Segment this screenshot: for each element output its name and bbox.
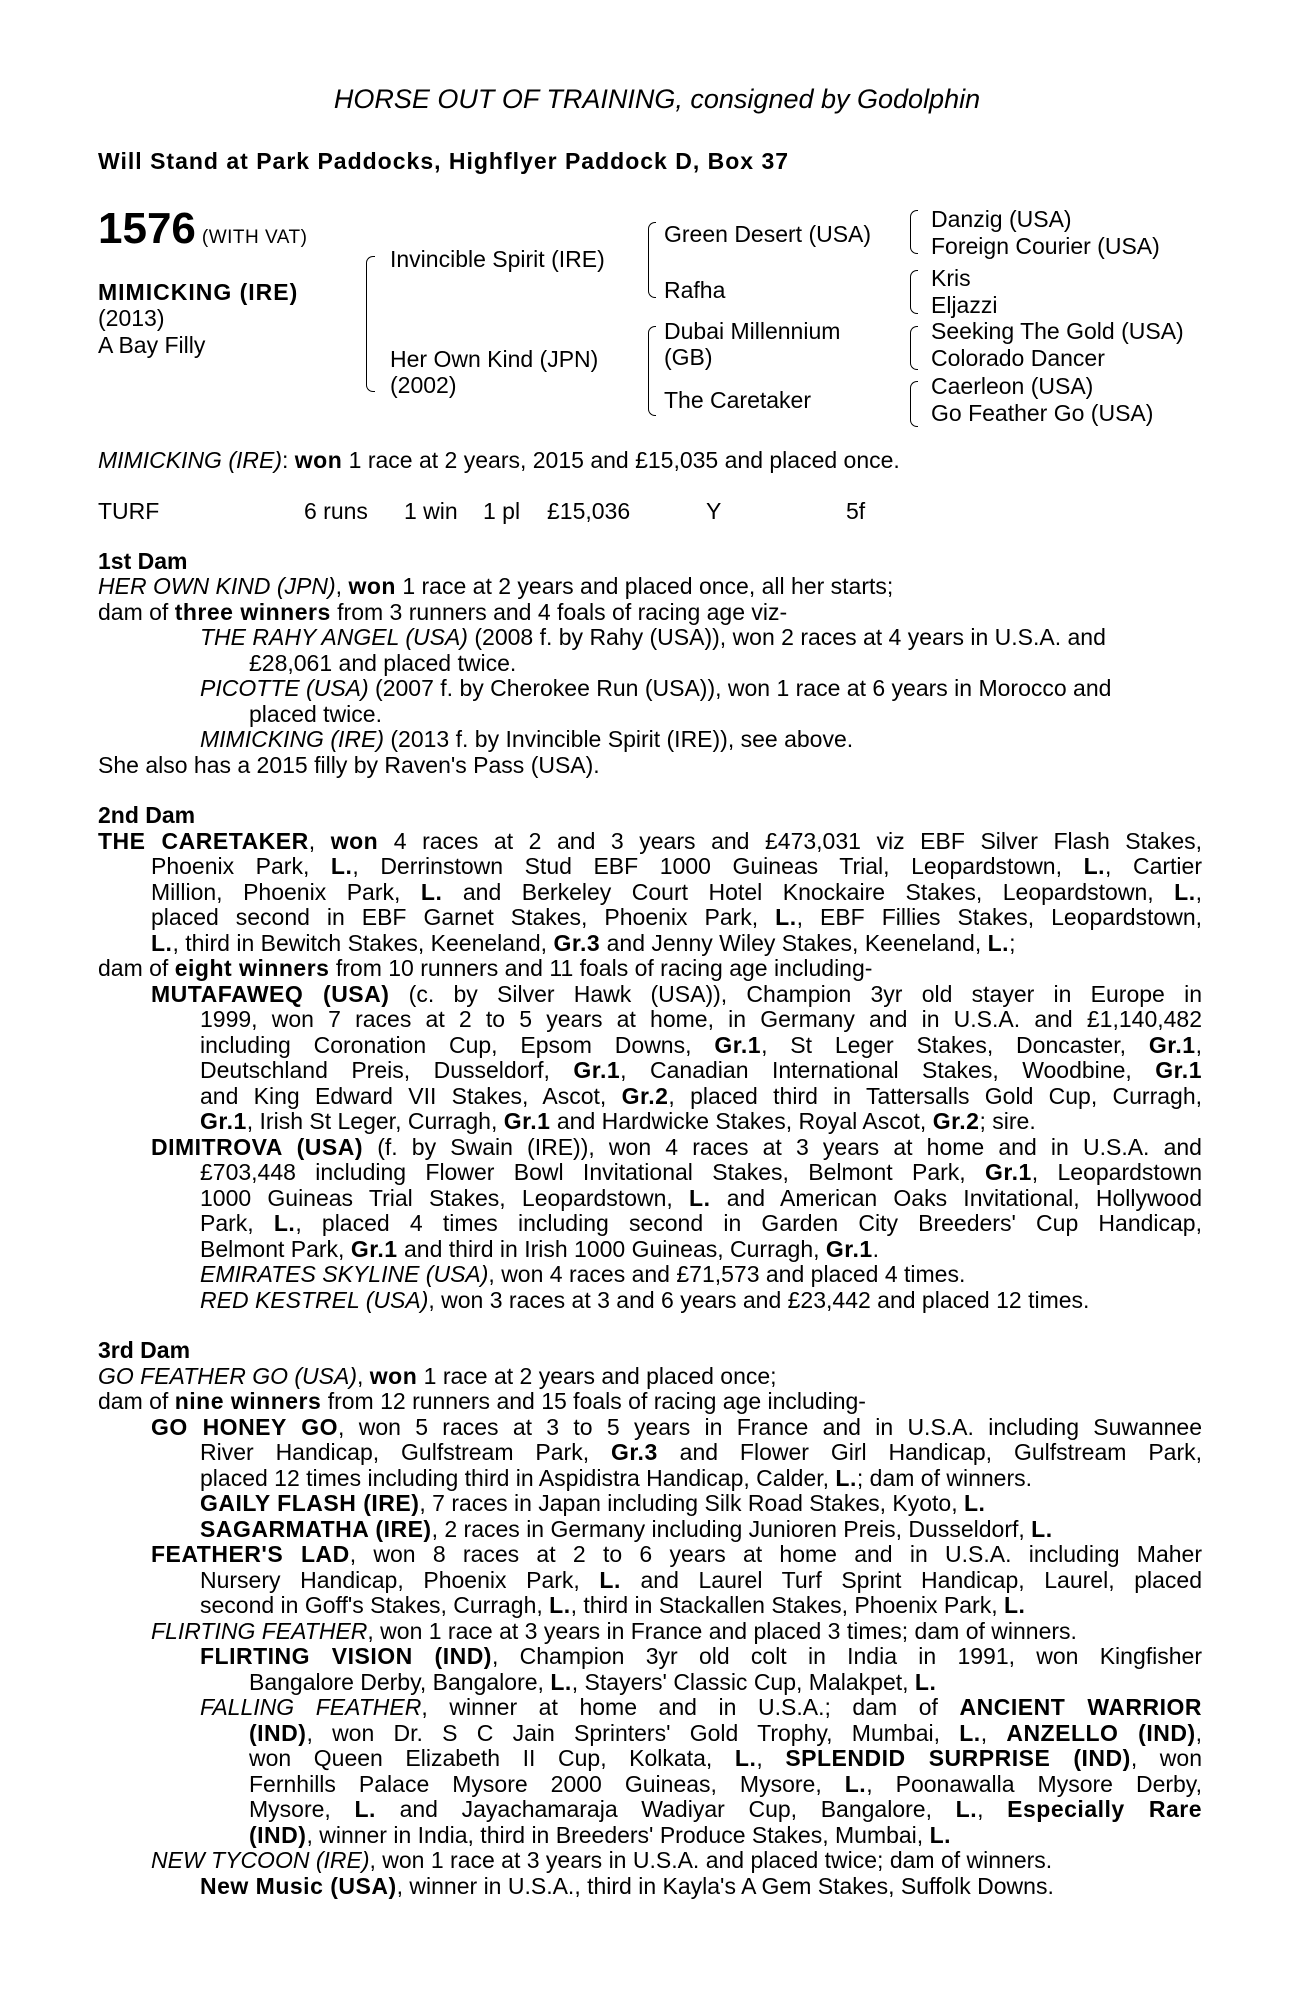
pedigree-g6: Colorado Dancer [931,345,1105,371]
progeny-line: New Music (USA), winner in U.S.A., third in Kayla's A Gem Stakes, Suffolk Downs. [200,1872,1054,1899]
section-heading-2nd-dam: 2nd Dam [98,802,196,828]
progeny-line: and King Edward VII Stakes, Ascot, Gr.2, placed third in Tattersalls Gold Cup, Curragh, [200,1082,1203,1109]
progeny-line: FLIRTING VISION (IND), Champion 3yr old colt in India in 1991, won Kingfisher [200,1643,1202,1669]
pedigree-g3: Kris [931,265,971,291]
progeny-line: £703,448 including Flower Bowl Invitational Stakes, Belmont Park, Gr.1, Leopardstown [200,1159,1203,1185]
horse-foaling-year: (2013) [98,305,165,331]
pedigree-dam-dam: The Caretaker [664,387,812,413]
racing-record-row [98,499,1202,529]
record-surface: TURF [98,497,160,524]
progeny-line: including Coronation Cup, Epsom Downs, Gr.1, St Leger Stakes, Doncaster, Gr.1, [200,1031,1202,1058]
dam1-line: PICOTTE (USA) (2007 f. by Cherokee Run (USA)), won 1 race at 6 years in Morocco and [200,675,1112,701]
record-flag: Y [706,497,722,524]
record-wins: 1 win [404,497,458,524]
pedigree-dam: Her Own Kind (JPN) [390,346,599,372]
progeny-line: (IND), winner in India, third in Breeders' Produce Stakes, Mumbai, L. [249,1821,952,1848]
progeny-line: Mysore, L. and Jayachamaraja Wadiyar Cup, Bangalore, L., Especially Rare [249,1796,1203,1822]
dam1-line: She also has a 2015 filly by Raven's Pass (USA). [98,751,600,778]
section-heading-3rd-dam: 3rd Dam [98,1337,191,1363]
dam1-line: THE RAHY ANGEL (USA) (2008 f. by Rahy (USA)), won 2 races at 4 years in U.S.A. and [200,624,1106,650]
brace-g3 [910,326,918,370]
brace-g4 [910,381,918,427]
dam2-line: dam of eight winners from 10 runners and 11 foals of racing age including- [98,955,873,981]
dam1-line: dam of three winners from 3 runners and 4 foals of racing age viz- [98,598,788,625]
progeny-line: EMIRATES SKYLINE (USA), won 4 races and £71,573 and placed 4 times. [200,1261,966,1287]
progeny-line: Fernhills Palace Mysore 2000 Guineas, Mysore, L., Poonawalla Mysore Derby, [249,1770,1202,1797]
pedigree-g1: Danzig (USA) [931,206,1072,232]
pedigree-g5: Seeking The Gold (USA) [931,318,1184,344]
vat-label: (WITH VAT) [201,227,308,248]
progeny-line: FALLING FEATHER, winner at home and in U.S.A.; dam of ANCIENT WARRIOR [200,1694,1202,1720]
progeny-line: 1999, won 7 races at 2 to 5 years at home, in Germany and in U.S.A. and £1,140,482 [200,1006,1202,1032]
progeny-line: Nursery Handicap, Phoenix Park, L. and Laurel Turf Sprint Handicap, Laurel, placed [200,1566,1202,1593]
pedigree-g4: Eljazzi [931,292,998,318]
progeny-line: NEW TYCOON (IRE), won 1 race at 3 years in U.S.A. and placed twice; dam of winners. [151,1847,1053,1873]
progeny-line: Park, L., placed 4 times including second in Garden City Breeders' Cup Handicap, [200,1210,1202,1236]
progeny-line: FLIRTING FEATHER, won 1 race at 3 years in France and placed 3 times; dam of winners. [151,1617,1077,1644]
dam3-line: GO FEATHER GO (USA), won 1 race at 2 years and placed once; [98,1362,777,1389]
pedigree-g8: Go Feather Go (USA) [931,400,1154,426]
brace-sire [648,222,656,298]
dam1-line: placed twice. [249,700,382,727]
brace-horse [366,256,375,392]
horse-name: MIMICKING (IRE) [98,279,299,305]
pedigree-g7: Caerleon (USA) [931,373,1094,399]
page-title: HORSE OUT OF TRAINING, consigned by Godolphin [333,84,981,114]
progeny-line: GO HONEY GO, won 5 races at 3 to 5 years in France and in U.S.A. including Suwannee [151,1413,1202,1440]
dam1-line: MIMICKING (IRE) (2013 f. by Invincible Spirit (IRE)), see above. [200,726,854,752]
progeny-line: (IND), won Dr. S C Jain Sprinters' Gold Trophy, Mumbai, L., ANZELLO (IND), [249,1719,1202,1746]
pedigree-dam-sire-line2: (GB) [664,344,713,370]
standing-location: Will Stand at Park Paddocks, Highflyer Paddock D, Box 37 [98,148,790,174]
dam1-line: £28,061 and placed twice. [249,649,517,676]
pedigree-sire-sire: Green Desert (USA) [664,221,872,247]
progeny-line: won Queen Elizabeth II Cup, Kolkata, L., SPLENDID SURPRISE (IND), won [249,1745,1202,1771]
record-places: 1 pl [483,497,521,524]
pedigree-sire: Invincible Spirit (IRE) [390,246,605,272]
dam2-line: L., third in Bewitch Stakes, Keeneland, Gr.3 and Jenny Wiley Stakes, Keeneland, L.; [151,929,1016,956]
progeny-line: River Handicap, Gulfstream Park, Gr.3 and Flower Girl Handicap, Gulfstream Park, [200,1439,1203,1465]
progeny-line: MUTAFAWEQ (USA) (c. by Silver Hawk (USA)), Champion 3yr old stayer in Europe in [151,980,1202,1007]
section-heading-1st-dam: 1st Dam [98,547,188,574]
lot-number-value: 1576 [98,204,196,253]
progeny-line: Bangalore Derby, Bangalore, L., Stayers' Classic Cup, Malakpet, L. [249,1668,937,1695]
pedigree-dam-year: (2002) [390,372,457,398]
progeny-line: SAGARMATHA (IRE), 2 races in Germany including Junioren Preis, Dusseldorf, L. [200,1515,1053,1542]
dam2-line: placed second in EBF Garnet Stakes, Phoenix Park, L., EBF Fillies Stakes, Leopardstown, [151,904,1202,930]
brace-g2 [910,270,918,314]
progeny-line: placed 12 times including third in Aspidistra Handicap, Calder, L.; dam of winners. [200,1464,1033,1491]
progeny-line: FEATHER'S LAD, won 8 races at 2 to 6 years at home and in U.S.A. including Maher [151,1541,1202,1567]
catalogue-body [98,448,1202,1899]
progeny-line: GAILY FLASH (IRE), 7 races in Japan including Silk Road Stakes, Kyoto, L. [200,1490,986,1516]
progeny-line: Belmont Park, Gr.1 and third in Irish 1000 Guineas, Curragh, Gr.1. [200,1235,880,1262]
progeny-line: RED KESTREL (USA), won 3 races at 3 and 6 years and £23,442 and placed 12 times. [200,1286,1090,1313]
pedigree-g2: Foreign Courier (USA) [931,233,1160,259]
progeny-line: DIMITROVA (USA) (f. by Swain (IRE)), won 4 races at 3 years at home and in U.S.A. and [151,1133,1202,1160]
race-summary: MIMICKING (IRE): won 1 race at 2 years, 2015 and £15,035 and placed once. [98,447,900,473]
dam2-line: Phoenix Park, L., Derrinstown Stud EBF 1000 Guineas Trial, Leopardstown, L., Cartier [151,853,1202,879]
pedigree-sire-dam: Rafha [664,277,726,303]
progeny-line: 1000 Guineas Trial Stakes, Leopardstown, L. and American Oaks Invitational, Hollywood [200,1184,1202,1211]
brace-g1 [910,210,918,254]
brace-dam [648,326,656,416]
progeny-line: Deutschland Preis, Dusseldorf, Gr.1, Canadian International Stakes, Woodbine, Gr.1 [200,1057,1202,1083]
dam2-line: THE CARETAKER, won 4 races at 2 and 3 years and £473,031 viz EBF Silver Flash Stakes, [98,827,1203,854]
horse-description: A Bay Filly [98,332,206,358]
dam2-line: Million, Phoenix Park, L. and Berkeley Court Hotel Knockaire Stakes, Leopardstown, L., [151,878,1202,905]
record-earnings: £15,036 [547,497,631,524]
progeny-line: Gr.1, Irish St Leger, Curragh, Gr.1 and Hardwicke Stakes, Royal Ascot, Gr.2; sire. [200,1108,1036,1134]
pedigree-dam-sire-line1: Dubai Millennium [664,318,841,344]
record-distance: 5f [846,497,866,524]
dam1-line: HER OWN KIND (JPN), won 1 race at 2 years and placed once, all her starts; [98,573,894,599]
record-runs: 6 runs [304,497,368,524]
dam3-line: dam of nine winners from 12 runners and 15 foals of racing age including- [98,1388,866,1414]
lot-number [98,204,308,253]
progeny-line: second in Goff's Stakes, Curragh, L., third in Stackallen Stakes, Phoenix Park, L. [200,1592,1026,1618]
